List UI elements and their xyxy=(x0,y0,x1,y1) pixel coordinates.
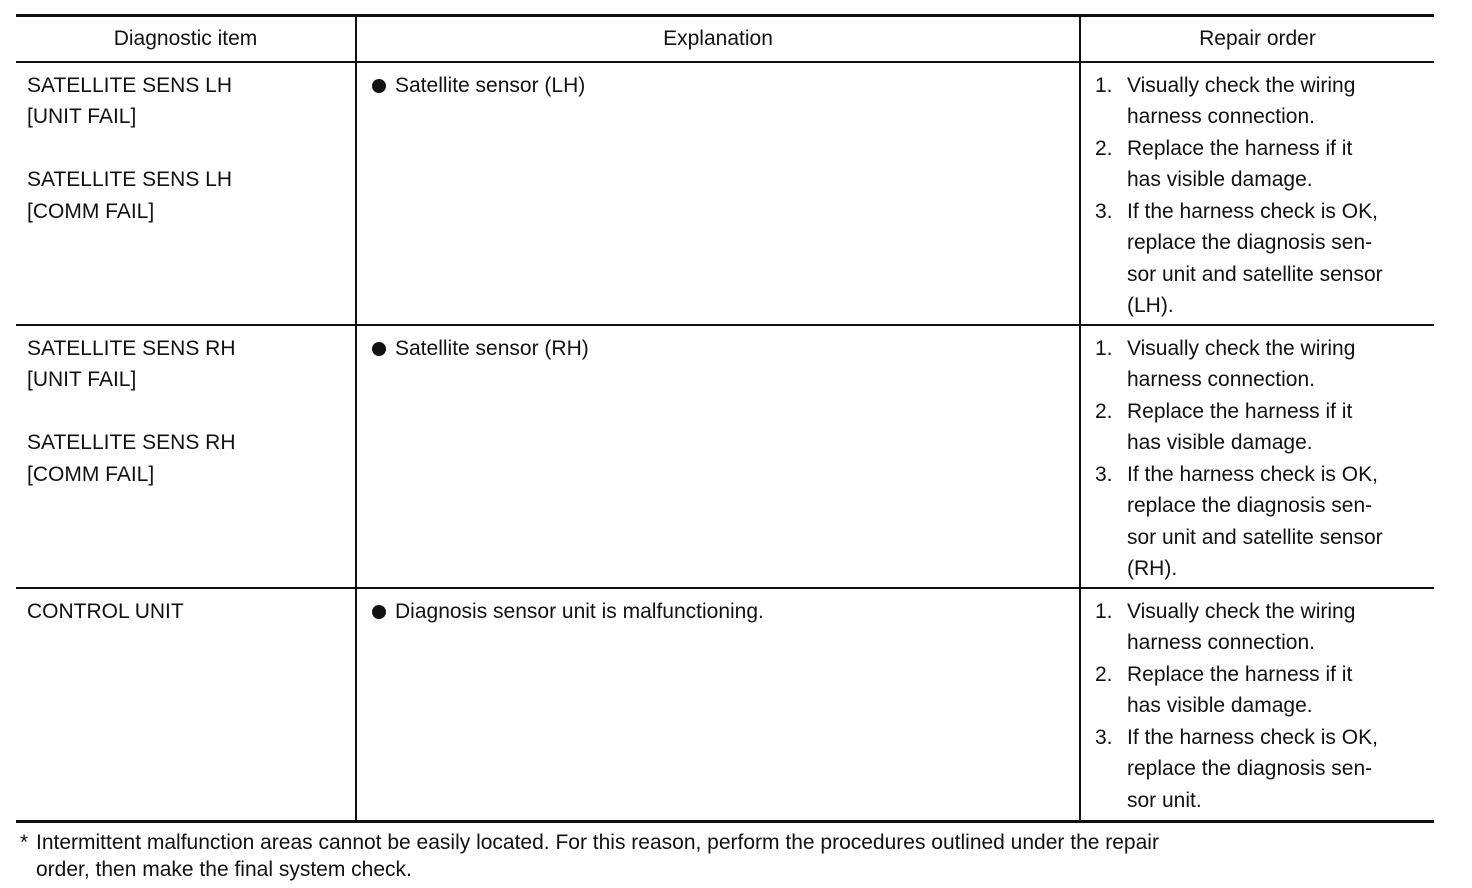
header-diagnostic-item: Diagnostic item xyxy=(16,16,356,62)
explanation-text: Satellite sensor (RH) xyxy=(395,336,589,360)
step-text-line: Visually check the wiring xyxy=(1127,336,1356,360)
diagnostic-item-code: [COMM FAIL] xyxy=(27,462,155,486)
step-text-line: Visually check the wiring xyxy=(1127,599,1356,623)
step-number: 1. xyxy=(1095,336,1113,360)
step-text-line: Visually check the wiring xyxy=(1127,73,1356,97)
footnote-marker: * xyxy=(20,831,29,854)
table-row xyxy=(16,588,1434,822)
step-text-line: Replace the harness if it xyxy=(1127,399,1353,423)
diagnostic-item-label: CONTROL UNIT xyxy=(27,599,184,623)
repair-steps-list xyxy=(1092,70,1426,322)
bullet-icon xyxy=(372,605,386,619)
step-text-line: If the harness check is OK, xyxy=(1127,462,1378,486)
footnote-line: order, then make the final system check. xyxy=(36,858,412,881)
step-text-line: has visible damage. xyxy=(1127,431,1313,454)
repair-step xyxy=(1095,396,1426,459)
repair-steps-list xyxy=(1092,596,1426,817)
step-number: 3. xyxy=(1095,199,1113,223)
repair-order-cell xyxy=(1080,62,1434,325)
step-number: 3. xyxy=(1095,725,1113,749)
diagnostic-item-cell xyxy=(16,62,356,325)
step-text-line: harness connection. xyxy=(1127,631,1315,654)
footnote-line: Intermittent malfunction areas cannot be easily located. For this reason, perform the procedures outlined under the repair xyxy=(36,831,1159,854)
step-text-line: replace the diagnosis sen- xyxy=(1127,494,1373,517)
table-row xyxy=(16,62,1434,325)
diagnostic-item-label: SATELLITE SENS LH xyxy=(27,73,233,97)
step-text-line: (RH). xyxy=(1127,557,1178,580)
step-text-line: If the harness check is OK, xyxy=(1127,725,1378,749)
step-number: 2. xyxy=(1095,399,1113,423)
bullet-icon xyxy=(372,342,386,356)
repair-step xyxy=(1095,333,1426,396)
explanation-cell xyxy=(356,325,1080,588)
repair-step xyxy=(1095,196,1426,322)
header-explanation: Explanation xyxy=(356,16,1080,62)
diagnostic-item-label: SATELLITE SENS LH xyxy=(27,168,233,191)
table-row xyxy=(16,325,1434,588)
repair-order-cell xyxy=(1080,588,1434,822)
step-text-line: Replace the harness if it xyxy=(1127,662,1353,686)
step-text-line: sor unit and satellite sensor xyxy=(1127,262,1383,286)
repair-step xyxy=(1095,659,1426,722)
repair-step xyxy=(1095,722,1426,817)
step-number: 3. xyxy=(1095,462,1113,486)
explanation-cell xyxy=(356,588,1080,822)
diagnostic-item-code: [UNIT FAIL] xyxy=(27,105,137,128)
diagnostic-item-label: SATELLITE SENS RH xyxy=(27,336,236,360)
repair-step xyxy=(1095,133,1426,196)
repair-step xyxy=(1095,459,1426,585)
footnote xyxy=(20,829,1420,883)
explanation-cell xyxy=(356,62,1080,325)
step-text-line: harness connection. xyxy=(1127,368,1315,391)
step-text-line: harness connection. xyxy=(1127,105,1315,128)
step-text-line: has visible damage. xyxy=(1127,694,1313,717)
step-text-line: replace the diagnosis sen- xyxy=(1127,757,1373,780)
diagnostic-item-cell xyxy=(16,325,356,588)
table-header-row xyxy=(16,16,1434,62)
bullet-icon xyxy=(372,79,386,93)
step-text-line: If the harness check is OK, xyxy=(1127,199,1378,223)
repair-step xyxy=(1095,596,1426,659)
diagnostic-item-cell xyxy=(16,588,356,822)
step-number: 1. xyxy=(1095,73,1113,97)
diagnosis-table xyxy=(16,14,1434,823)
diagnostic-item-code: [UNIT FAIL] xyxy=(27,368,137,391)
step-number: 2. xyxy=(1095,662,1113,686)
step-text-line: replace the diagnosis sen- xyxy=(1127,231,1373,254)
repair-step xyxy=(1095,70,1426,133)
repair-steps-list xyxy=(1092,333,1426,585)
step-number: 2. xyxy=(1095,136,1113,160)
diagnostic-item-label: SATELLITE SENS RH xyxy=(27,431,236,454)
step-text-line: sor unit. xyxy=(1127,788,1202,812)
diagnostic-item-code: [COMM FAIL] xyxy=(27,199,155,223)
explanation-text: Satellite sensor (LH) xyxy=(395,73,586,97)
step-text-line: Replace the harness if it xyxy=(1127,136,1353,160)
header-repair-order: Repair order xyxy=(1080,16,1434,62)
step-number: 1. xyxy=(1095,599,1113,623)
repair-order-cell xyxy=(1080,325,1434,588)
step-text-line: has visible damage. xyxy=(1127,168,1313,191)
step-text-line: (LH). xyxy=(1127,294,1174,317)
step-text-line: sor unit and satellite sensor xyxy=(1127,525,1383,549)
explanation-text: Diagnosis sensor unit is malfunctioning. xyxy=(395,599,764,623)
